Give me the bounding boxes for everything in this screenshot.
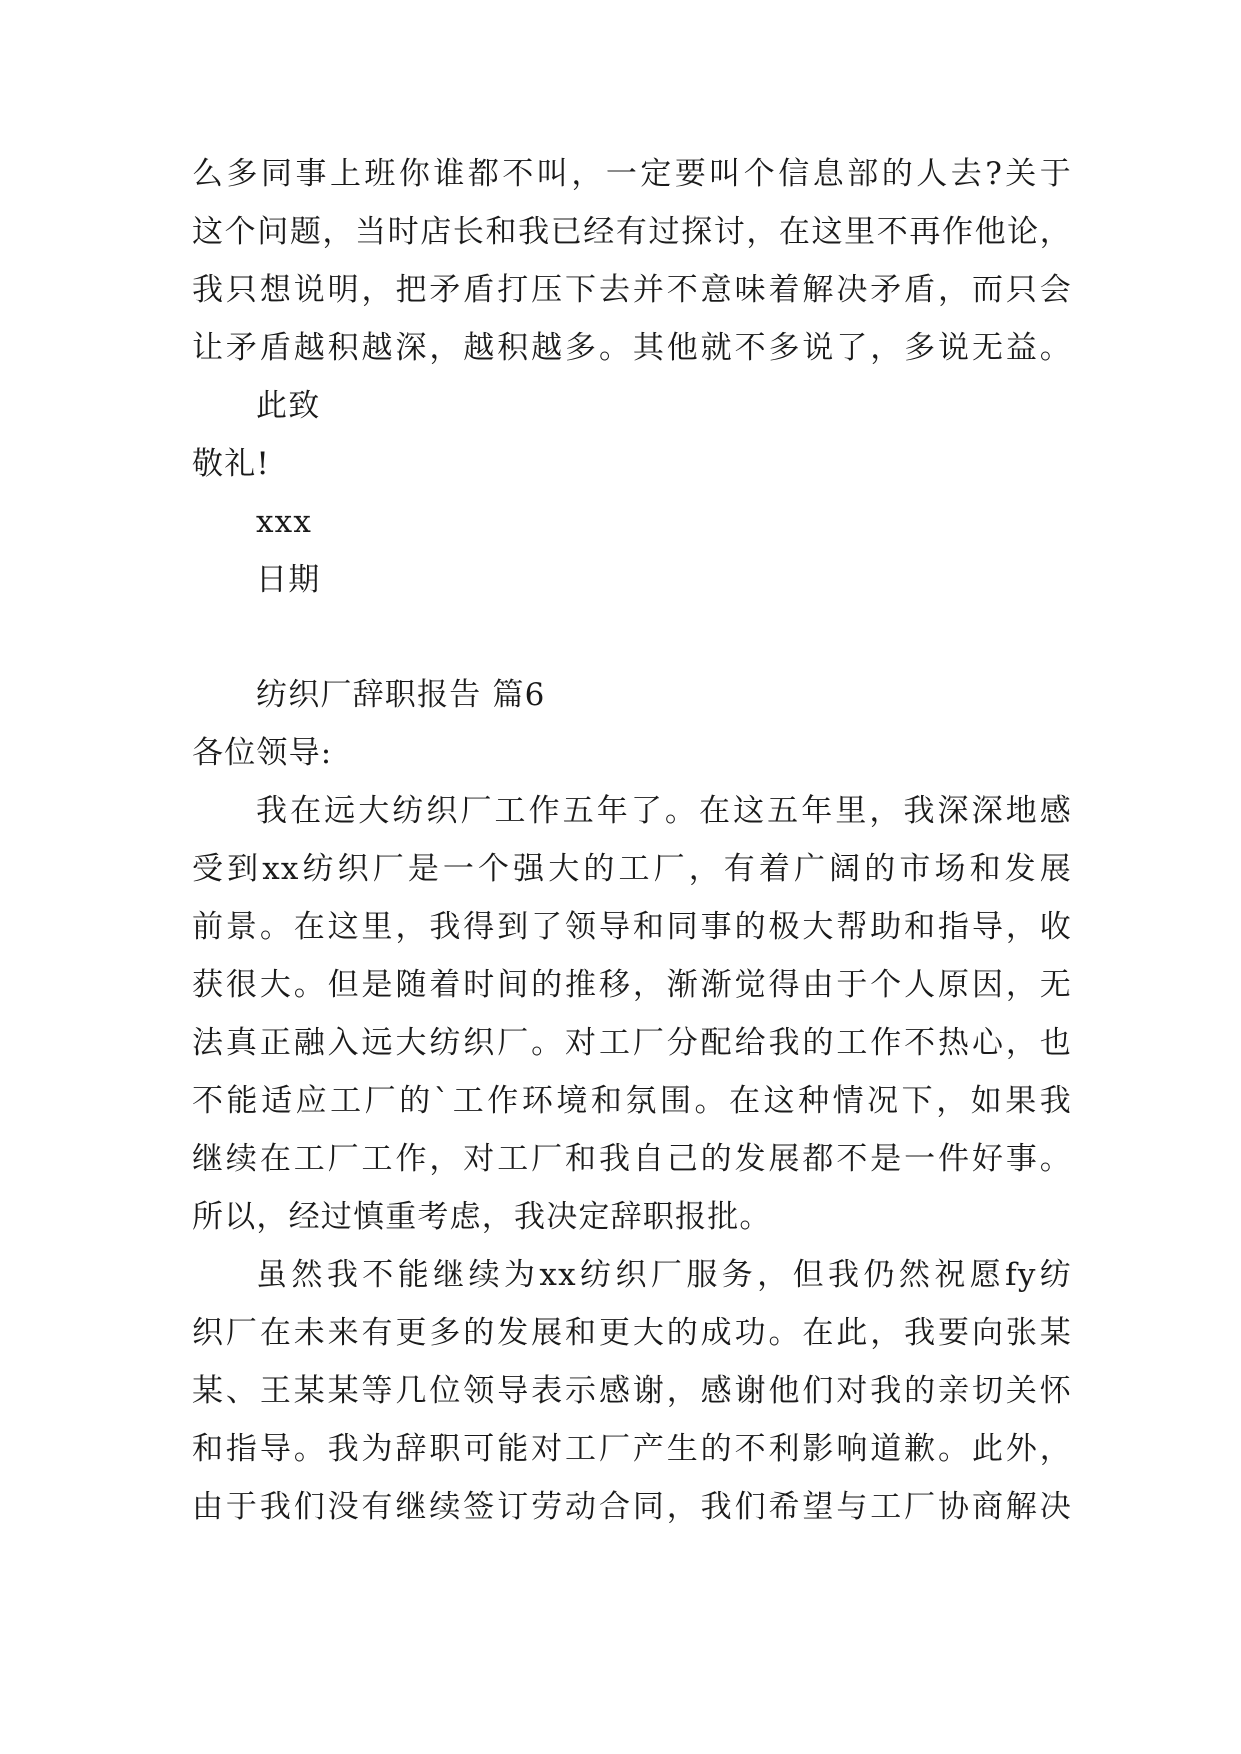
body-line: 这个问题，当时店长和我已经有过探讨，在这里不再作他论， — [192, 214, 1072, 250]
body-line: 我在远大纺织厂工作五年了。在这五年里，我深深地感 — [256, 793, 1072, 829]
closing-salutation: 此致 — [256, 388, 321, 424]
body-line: 某、王某某等几位领导表示感谢，感谢他们对我的亲切关怀 — [192, 1373, 1072, 1409]
body-line: 我只想说明，把矛盾打压下去并不意味着解决矛盾，而只会 — [192, 272, 1072, 308]
signature-name: xxx — [256, 504, 313, 540]
body-line: 法真正融入远大纺织厂。对工厂分配给我的工作不热心，也 — [192, 1025, 1072, 1061]
body-line: 受到xx纺织厂是一个强大的工厂，有着广阔的市场和发展 — [192, 851, 1072, 887]
body-line: 么多同事上班你谁都不叫，一定要叫个信息部的人去?关于 — [192, 156, 1072, 192]
body-line: 获很大。但是随着时间的推移，渐渐觉得由于个人原因，无 — [192, 967, 1072, 1003]
body-line: 和指导。我为辞职可能对工厂产生的不利影响道歉。此外， — [192, 1431, 1072, 1467]
body-line: 前景。在这里，我得到了领导和同事的极大帮助和指导，收 — [192, 909, 1072, 945]
body-line: 让矛盾越积越深，越积越多。其他就不多说了，多说无益。 — [192, 330, 1072, 366]
body-line: 所以，经过慎重考虑，我决定辞职报批。 — [192, 1199, 772, 1235]
body-line: 虽然我不能继续为xx纺织厂服务，但我仍然祝愿fy纺 — [256, 1257, 1072, 1293]
body-line: 不能适应工厂的`工作环境和氛围。在这种情况下，如果我 — [192, 1083, 1072, 1119]
section-heading: 纺织厂辞职报告 篇6 — [256, 677, 546, 713]
body-line: 织厂在未来有更多的发展和更大的成功。在此，我要向张某 — [192, 1315, 1072, 1351]
closing-regards: 敬礼! — [192, 446, 271, 482]
body-line: 继续在工厂工作，对工厂和我自己的发展都不是一件好事。 — [192, 1141, 1072, 1177]
body-line: 由于我们没有继续签订劳动合同，我们希望与工厂协商解决 — [192, 1489, 1072, 1525]
addressee: 各位领导: — [192, 735, 333, 771]
signature-date: 日期 — [256, 562, 321, 598]
